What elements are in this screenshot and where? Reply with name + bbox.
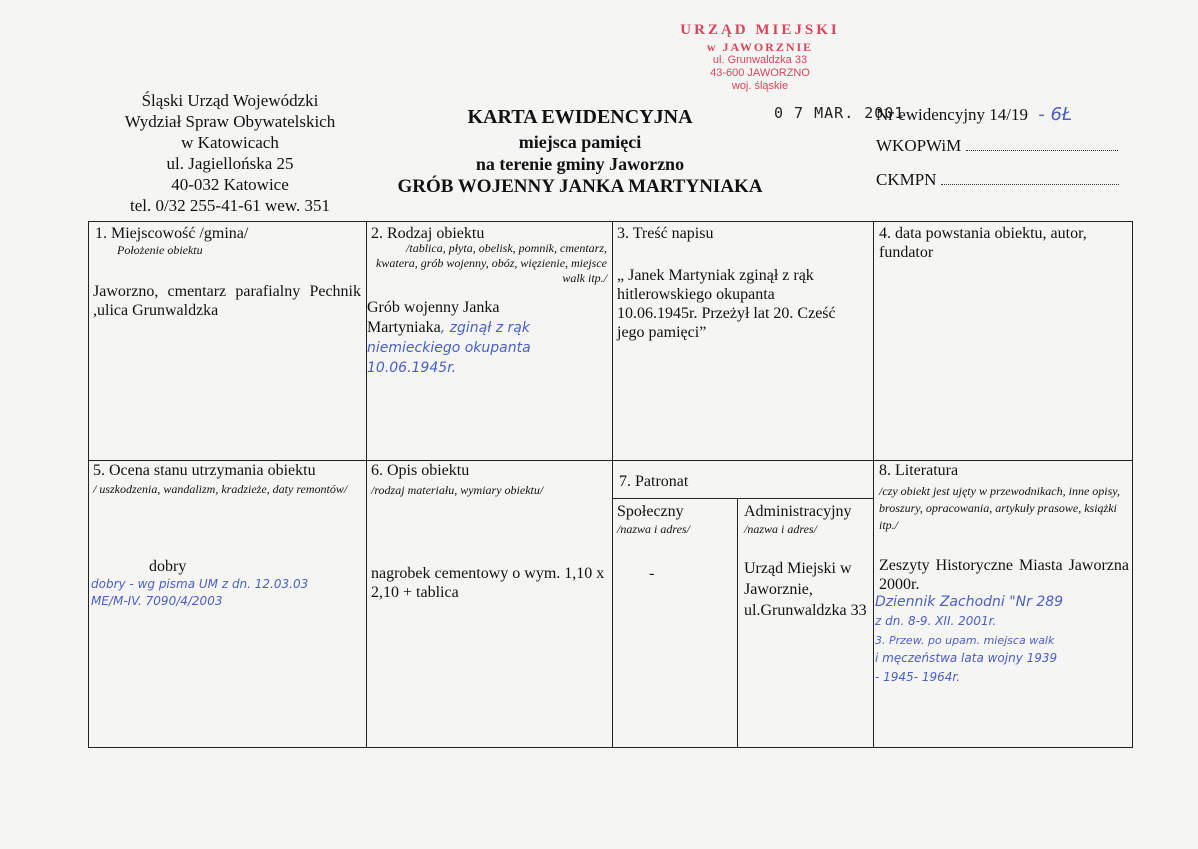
cell-8-handwritten-1: Dziennik Zachodni "Nr 289 xyxy=(875,594,1064,610)
cell-2-title: 2. Rodzaj obiektu xyxy=(371,225,485,242)
stamp-postal: 43-600 JAWORZNO xyxy=(710,67,810,79)
record-table xyxy=(88,221,1133,748)
stamp-city: w JAWORZNIE xyxy=(706,40,814,54)
issuer-line: Śląski Urząd Wojewódzki xyxy=(141,91,319,110)
wkopwim-blank xyxy=(966,136,1118,151)
document-subtitle: miejsca pamięci xyxy=(518,132,642,152)
cell-2-value: Grób wojenny Janka xyxy=(367,299,500,316)
document-title: KARTA EWIDENCYJNA xyxy=(467,106,693,128)
column-divider xyxy=(612,222,613,747)
stamp-street: ul. Grunwaldzka 33 xyxy=(712,54,808,66)
cell-5-value: dobry xyxy=(149,558,187,575)
wkopwim-field xyxy=(876,136,1118,156)
patronat-admin-title: Administracyjny xyxy=(744,503,852,520)
issuer-line: ul. Jagiellońska 25 xyxy=(166,154,294,173)
registry-number-handwritten: - 6Ł xyxy=(1038,104,1073,125)
document-heading: GRÓB WOJENNY JANKA MARTYNIAKA xyxy=(397,176,763,197)
cell-5-handwritten-ref: ME/M-IV. 7090/4/2003 xyxy=(91,594,223,608)
cell-8-subtitle: /czy obiekt jest ujęty w przewodnikach, inne opisy, broszury, opracowania, artykuły prasowe, książki itp./ xyxy=(879,484,1120,532)
cell-6-value: nagrobek cementowy o wym. 1,10 x 2,10 + tablica xyxy=(371,565,605,601)
cell-3-title: 3. Treść napisu xyxy=(617,225,714,242)
issuer-line: Wydział Spraw Obywatelskich xyxy=(124,112,336,131)
ckmpn-label: CKMPN xyxy=(876,170,937,189)
registry-number-label: Nr ewidencyjny 14/19 xyxy=(876,105,1029,124)
patronat-divider xyxy=(737,498,738,747)
column-divider xyxy=(873,222,874,747)
cell-5-handwritten-note: dobry - wg pisma UM z dn. 12.03.03 xyxy=(91,577,309,591)
cell-2-value-continued xyxy=(367,318,607,378)
date-stamp: 0 7 MAR. 2001 xyxy=(774,104,905,122)
cell-1-title: 1. Miejscowość /gmina/ xyxy=(95,225,249,242)
cell-1-subtitle: Położenie obiektu xyxy=(117,243,203,257)
cell-4-title: 4. data powstania obiektu, autor, fundator xyxy=(879,225,1087,261)
patronat-divider xyxy=(612,498,873,499)
cell-5-title: 5. Ocena stanu utrzymania obiektu xyxy=(93,462,316,479)
cell-2-subtitle: /tablica, płyta, obelisk, pomnik, cmentarz, kwatera, grób wojenny, obóz, więzienie, miejsce walk itp./ xyxy=(376,241,607,285)
ckmpn-field xyxy=(876,170,1119,190)
cell-8-handwritten-4: i męczeństwa lata wojny 1939 xyxy=(875,651,1058,665)
patronat-social-subtitle: /nazwa i adres/ xyxy=(617,522,690,536)
patronat-social-value: - xyxy=(649,565,655,582)
stamp-province: woj. śląskie xyxy=(731,80,789,92)
cell-8-handwritten-3: 3. Przew. po upam. miejsca walk xyxy=(875,634,1055,647)
cell-5-subtitle: / uszkodzenia, wandalizm, kradzieże, daty remontów/ xyxy=(93,482,348,496)
cell-8-handwritten-2: z dn. 8-9. XII. 2001r. xyxy=(875,614,997,628)
cell-8-handwritten-5: - 1945- 1964r. xyxy=(875,670,961,684)
cell-3-inscription: „ Janek Martyniak zginął z rąk hitlerowskiego okupanta 10.06.1945r. Przeżył lat 20. Cześć jego pamięci” xyxy=(617,267,836,341)
cell-8-value: Zeszyty Historyczne Miasta Jaworzna 2000r. xyxy=(879,557,1129,593)
cell-8-title: 8. Literatura xyxy=(879,462,959,479)
cell-2-handwritten-note: , zginął z rąk niemieckiego okupanta 10.06.1945r. xyxy=(367,320,531,376)
ckmpn-blank xyxy=(941,170,1119,185)
cell-6-title: 6. Opis obiektu xyxy=(371,462,470,479)
issuer-line: 40-032 Katowice xyxy=(171,175,289,194)
issuer-line: w Katowicach xyxy=(181,133,279,152)
patronat-admin-value: Urząd Miejski w Jaworznie, ul.Grunwaldzka 33 xyxy=(744,560,867,619)
patronat-social-title: Społeczny xyxy=(617,503,684,520)
cell-7-title: 7. Patronat xyxy=(619,473,689,490)
document-subtitle: na terenie gminy Jaworzno xyxy=(475,154,685,174)
cell-2-value-name: Martyniaka xyxy=(367,319,441,336)
cell-1-value: Jaworzno, cmentarz parafialny Pechnik ,ulica Grunwaldzka xyxy=(93,283,361,319)
wkopwim-label: WKOPWiM xyxy=(876,136,962,155)
cell-6-subtitle: /rodzaj materiału, wymiary obiektu/ xyxy=(371,483,544,497)
stamp-office-name: URZĄD MIEJSKI xyxy=(680,22,840,38)
patronat-admin-subtitle: /nazwa i adres/ xyxy=(744,522,817,536)
registry-number xyxy=(876,104,1072,125)
issuer-line: tel. 0/32 255-41-61 wew. 351 xyxy=(129,196,331,215)
